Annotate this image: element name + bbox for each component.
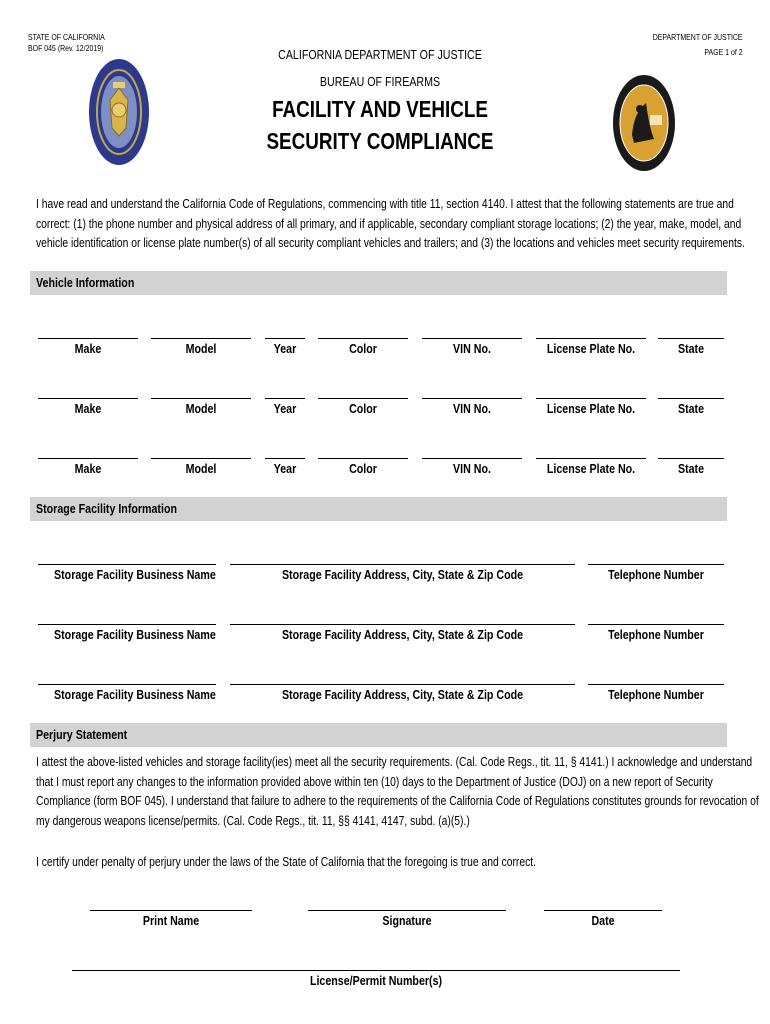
facility-address-field[interactable] xyxy=(230,684,575,685)
year-label: Year xyxy=(273,401,297,416)
make-label: Make xyxy=(74,461,102,476)
perjury-paragraph xyxy=(36,753,759,831)
storage-row-1 xyxy=(0,564,770,586)
make-label: Make xyxy=(74,341,102,356)
form-title-line2: SECURITY COMPLIANCE xyxy=(266,128,494,154)
attorney-general-seal-logo xyxy=(612,73,676,173)
vehicle-row-1 xyxy=(0,338,770,360)
color-field[interactable] xyxy=(318,398,408,399)
state-field-label: State xyxy=(677,401,705,416)
vin-label: VIN No. xyxy=(453,461,491,476)
facility-address-label: Storage Facility Address, City, State & Zip Code xyxy=(281,567,524,582)
model-field[interactable] xyxy=(151,458,251,459)
vehicle-section-header xyxy=(30,271,727,295)
make-field[interactable] xyxy=(38,458,138,459)
vehicle-row-2 xyxy=(0,398,770,420)
vin-label: VIN No. xyxy=(453,341,491,356)
facility-name-field[interactable] xyxy=(38,684,216,685)
license-permit-field[interactable] xyxy=(72,970,680,971)
print-name-label: Print Name xyxy=(142,913,200,928)
plate-label: License Plate No. xyxy=(546,401,636,416)
color-field[interactable] xyxy=(318,338,408,339)
vin-field[interactable] xyxy=(422,338,522,339)
facility-address-label: Storage Facility Address, City, State & Zip Code xyxy=(281,687,524,702)
facility-phone-label: Telephone Number xyxy=(608,567,704,582)
intro-line-1: I have read and understand the California Code of Regulations, commencing with title 11, section 4140. I attest that the following statements are true and xyxy=(36,197,734,211)
doj-seal-logo xyxy=(88,58,150,166)
license-row xyxy=(0,970,770,992)
facility-name-field[interactable] xyxy=(38,624,216,625)
state-field[interactable] xyxy=(658,398,724,399)
color-field[interactable] xyxy=(318,458,408,459)
form-title-line1: FACILITY AND VEHICLE xyxy=(272,96,488,122)
form-id: BOF 045 (Rev. 12/2019) xyxy=(28,43,104,53)
facility-address-label: Storage Facility Address, City, State & Zip Code xyxy=(281,627,524,642)
vin-label: VIN No. xyxy=(453,401,491,416)
perjury-line-2: that I must report any changes to the information provided above within ten (10) days to the Department of Justice (DOJ) on a new report of Security xyxy=(36,774,713,789)
plate-field[interactable] xyxy=(536,458,646,459)
intro-line-3: vehicle identification or license plate number(s) of all security compliant vehicles and trailers; and (3) the locations and vehicles meet security requirements. xyxy=(36,236,745,250)
state-field[interactable] xyxy=(658,338,724,339)
state-field-label: State xyxy=(677,461,705,476)
facility-address-field[interactable] xyxy=(230,624,575,625)
year-field[interactable] xyxy=(265,458,305,459)
storage-section-title: Storage Facility Information xyxy=(36,501,177,516)
perjury-line-4: my dangerous weapons license/permits. (Cal. Code Regs., tit. 11, §§ 4141, 4147, subd. (a)(5).) xyxy=(36,813,470,828)
make-field[interactable] xyxy=(38,338,138,339)
year-label: Year xyxy=(273,461,297,476)
plate-field[interactable] xyxy=(536,398,646,399)
facility-name-label: Storage Facility Business Name xyxy=(54,687,216,702)
facility-phone-field[interactable] xyxy=(588,624,724,625)
perjury-section-header xyxy=(30,723,727,747)
color-label: Color xyxy=(349,401,377,416)
model-label: Model xyxy=(185,461,217,476)
facility-phone-label: Telephone Number xyxy=(608,687,704,702)
plate-field[interactable] xyxy=(536,338,646,339)
date-label: Date xyxy=(591,913,615,928)
state-label: STATE OF CALIFORNIA xyxy=(28,32,105,42)
make-label: Make xyxy=(74,401,102,416)
year-field[interactable] xyxy=(265,338,305,339)
page-number: PAGE 1 of 2 xyxy=(704,47,743,57)
bureau-name: BUREAU OF FIREARMS xyxy=(319,74,441,89)
plate-label: License Plate No. xyxy=(546,461,636,476)
storage-row-3 xyxy=(0,684,770,706)
color-label: Color xyxy=(349,341,377,356)
signature-field[interactable] xyxy=(308,910,506,911)
year-field[interactable] xyxy=(265,398,305,399)
license-permit-label: License/Permit Number(s) xyxy=(309,973,443,988)
perjury-section-title: Perjury Statement xyxy=(36,727,128,742)
department-name: CALIFORNIA DEPARTMENT OF JUSTICE xyxy=(278,47,482,62)
state-field-label: State xyxy=(677,341,705,356)
model-label: Model xyxy=(185,401,217,416)
perjury-line-1: I attest the above-listed vehicles and storage facility(ies) meet all the security requirements. (Cal. Code Regs., tit. 11, § 4141.) I acknowledge and understand xyxy=(36,755,753,769)
facility-phone-label: Telephone Number xyxy=(608,627,704,642)
facility-phone-field[interactable] xyxy=(588,684,724,685)
facility-name-label: Storage Facility Business Name xyxy=(54,627,216,642)
vin-field[interactable] xyxy=(422,458,522,459)
year-label: Year xyxy=(273,341,297,356)
model-label: Model xyxy=(185,341,217,356)
facility-address-field[interactable] xyxy=(230,564,575,565)
vehicle-section-title: Vehicle Information xyxy=(36,275,135,290)
intro-line-2: correct: (1) the phone number and physical address of all primary, and if applicable, secondary compliant storage locations; (2) the year, make, model, and xyxy=(36,216,742,231)
certify-text: I certify under penalty of perjury under the laws of the State of California that the foregoing is true and correct. xyxy=(36,855,536,869)
model-field[interactable] xyxy=(151,338,251,339)
vehicle-row-3 xyxy=(0,458,770,480)
vin-field[interactable] xyxy=(422,398,522,399)
dept-right: DEPARTMENT OF JUSTICE xyxy=(653,32,743,42)
signature-row xyxy=(0,910,770,932)
print-name-field[interactable] xyxy=(90,910,252,911)
color-label: Color xyxy=(349,461,377,476)
storage-row-2 xyxy=(0,624,770,646)
facility-name-label: Storage Facility Business Name xyxy=(54,567,216,582)
date-field[interactable] xyxy=(544,910,662,911)
facility-phone-field[interactable] xyxy=(588,564,724,565)
make-field[interactable] xyxy=(38,398,138,399)
state-field[interactable] xyxy=(658,458,724,459)
plate-label: License Plate No. xyxy=(546,341,636,356)
signature-label: Signature xyxy=(382,913,432,928)
model-field[interactable] xyxy=(151,398,251,399)
facility-name-field[interactable] xyxy=(38,564,216,565)
storage-section-header xyxy=(30,497,727,521)
certify-paragraph xyxy=(36,853,736,873)
intro-paragraph xyxy=(36,195,745,254)
perjury-line-3: Compliance (form BOF 045). I understand that failure to adhere to the requirements of the California Code of Regulations constitutes grounds for revocation of xyxy=(36,794,759,808)
